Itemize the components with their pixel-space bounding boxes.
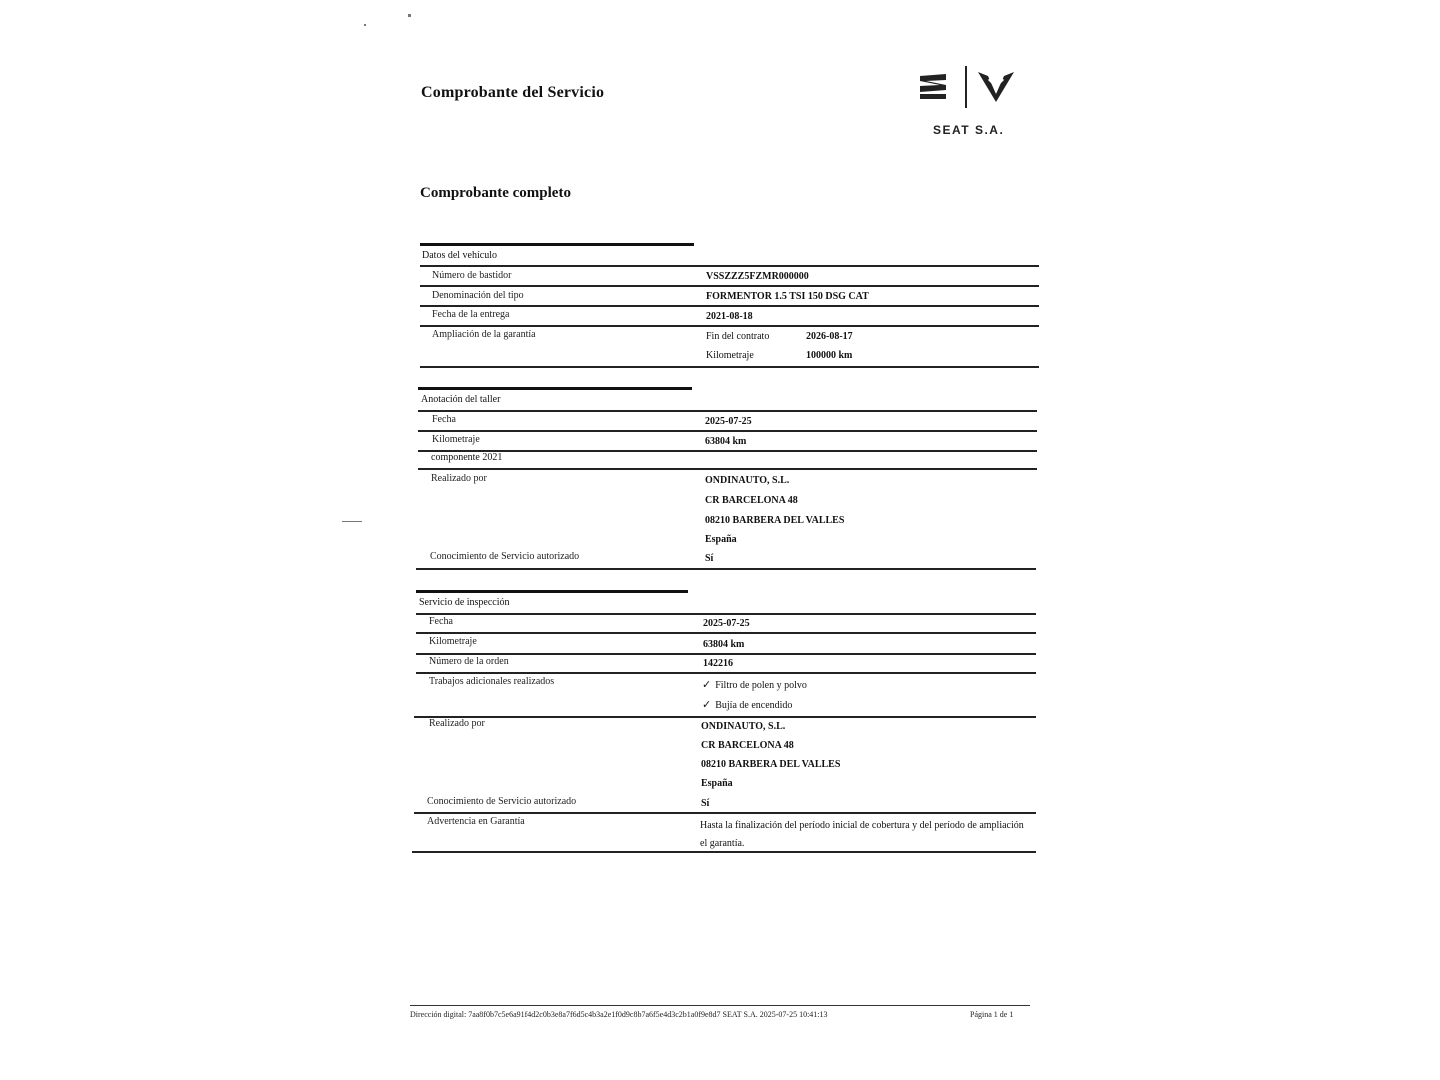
inspection-notice-line: Hasta la finalización del período inicial de cobertura y del período de ampliación	[700, 820, 1024, 831]
vin-label: Número de bastidor	[432, 270, 512, 281]
footer-digital-address: Dirección digital: 7aa8f0b7c5e6a91f4d2c0b3e8a7f6d5c4b3a2e1f0d9c8b7a6f5e4d3c2b1a0f9e8d7 SEAT S.A. 2025-07-25 10:41:13	[410, 1010, 828, 1019]
vin-value: VSSZZZ5FZMR000000	[706, 271, 809, 282]
inspection-km-label: Kilometraje	[429, 636, 477, 647]
work-item	[702, 679, 807, 692]
scan-speck	[408, 14, 411, 17]
inspection-authorized-value: Sí	[701, 798, 710, 809]
inspection-notice-label: Advertencia en Garantía	[427, 816, 525, 827]
document-title: Comprobante del Servicio	[421, 84, 605, 101]
vehicle-section-title: Datos del vehículo	[422, 250, 497, 261]
inspection-notice-line: el garantía.	[700, 838, 745, 849]
seat-logo-icon	[920, 74, 946, 99]
warranty-end-value: 2026-08-17	[806, 331, 853, 342]
workshop-section-title: Anotación del taller	[421, 394, 501, 405]
workshop-component-label: componente 2021	[431, 452, 503, 463]
workshop-km-value: 63804 km	[705, 436, 747, 447]
workshop-authorized-value: Sí	[705, 553, 714, 564]
scan-speck	[364, 24, 366, 26]
table-rule	[414, 812, 1036, 814]
footer-page-number: Página 1 de 1	[970, 1010, 1014, 1019]
warranty-end-label: Fin del contrato	[706, 331, 770, 342]
workshop-performed-line: ONDINAUTO, S.L.	[705, 475, 790, 486]
table-rule	[416, 613, 1036, 615]
inspection-order-label: Número de la orden	[429, 656, 509, 667]
table-rule	[416, 568, 1036, 570]
inspection-performed-line: ONDINAUTO, S.L.	[701, 721, 786, 732]
table-rule	[420, 265, 1039, 267]
table-rule	[412, 851, 1036, 853]
inspection-performed-line: 08210 BARBERA DEL VALLES	[701, 759, 841, 770]
table-rule	[416, 653, 1036, 655]
workshop-performed-label: Realizado por	[431, 473, 487, 484]
delivery-label: Fecha de la entrega	[432, 309, 510, 320]
section-rule	[420, 243, 694, 246]
table-rule	[420, 305, 1039, 307]
work-item-label: Filtro de polen y polvo	[715, 680, 807, 691]
table-rule	[420, 325, 1039, 327]
workshop-performed-line: España	[705, 534, 737, 545]
workshop-km-label: Kilometraje	[432, 434, 480, 445]
table-rule	[416, 672, 1036, 674]
table-rule	[418, 468, 1037, 470]
warranty-km-label: Kilometraje	[706, 350, 754, 361]
check-icon: ✓	[702, 678, 712, 691]
workshop-authorized-label: Conocimiento de Servicio autorizado	[430, 551, 580, 562]
type-value: FORMENTOR 1.5 TSI 150 DSG CAT	[706, 291, 869, 302]
cupra-logo-icon	[978, 72, 1014, 102]
section-rule	[418, 387, 692, 390]
inspection-performed-line: CR BARCELONA 48	[701, 740, 794, 751]
inspection-date-label: Fecha	[429, 616, 453, 627]
workshop-performed-line: CR BARCELONA 48	[705, 495, 798, 506]
document-subtitle: Comprobante completo	[420, 185, 571, 201]
warranty-km-value: 100000 km	[806, 350, 853, 361]
type-label: Denominación del tipo	[432, 290, 524, 301]
inspection-performed-label: Realizado por	[429, 718, 485, 729]
inspection-order-value: 142216	[703, 658, 733, 669]
work-item-label: Bujía de encendido	[715, 700, 793, 711]
work-item	[702, 699, 792, 712]
table-rule	[418, 430, 1037, 432]
section-rule	[416, 590, 688, 593]
footer-rule	[410, 1005, 1030, 1006]
table-rule	[420, 366, 1039, 368]
table-rule	[418, 410, 1037, 412]
workshop-performed-line: 08210 BARBERA DEL VALLES	[705, 515, 845, 526]
inspection-km-value: 63804 km	[703, 639, 745, 650]
warranty-label: Ampliación de la garantía	[432, 329, 536, 340]
inspection-date-value: 2025-07-25	[703, 618, 750, 629]
table-rule	[416, 632, 1036, 634]
inspection-performed-line: España	[701, 778, 733, 789]
inspection-work-label: Trabajos adicionales realizados	[429, 676, 555, 687]
table-rule	[420, 285, 1039, 287]
brand-name: SEAT S.A.	[933, 123, 1005, 137]
delivery-value: 2021-08-18	[706, 311, 753, 322]
inspection-section-title: Servicio de inspección	[419, 597, 510, 608]
table-rule	[418, 450, 1037, 452]
inspection-authorized-label: Conocimiento de Servicio autorizado	[427, 796, 577, 807]
seat-cupra-logo	[916, 64, 1026, 114]
table-rule	[414, 716, 1036, 718]
workshop-date-value: 2025-07-25	[705, 416, 752, 427]
workshop-date-label: Fecha	[432, 414, 456, 425]
scan-speck	[342, 521, 362, 522]
check-icon: ✓	[702, 698, 712, 711]
